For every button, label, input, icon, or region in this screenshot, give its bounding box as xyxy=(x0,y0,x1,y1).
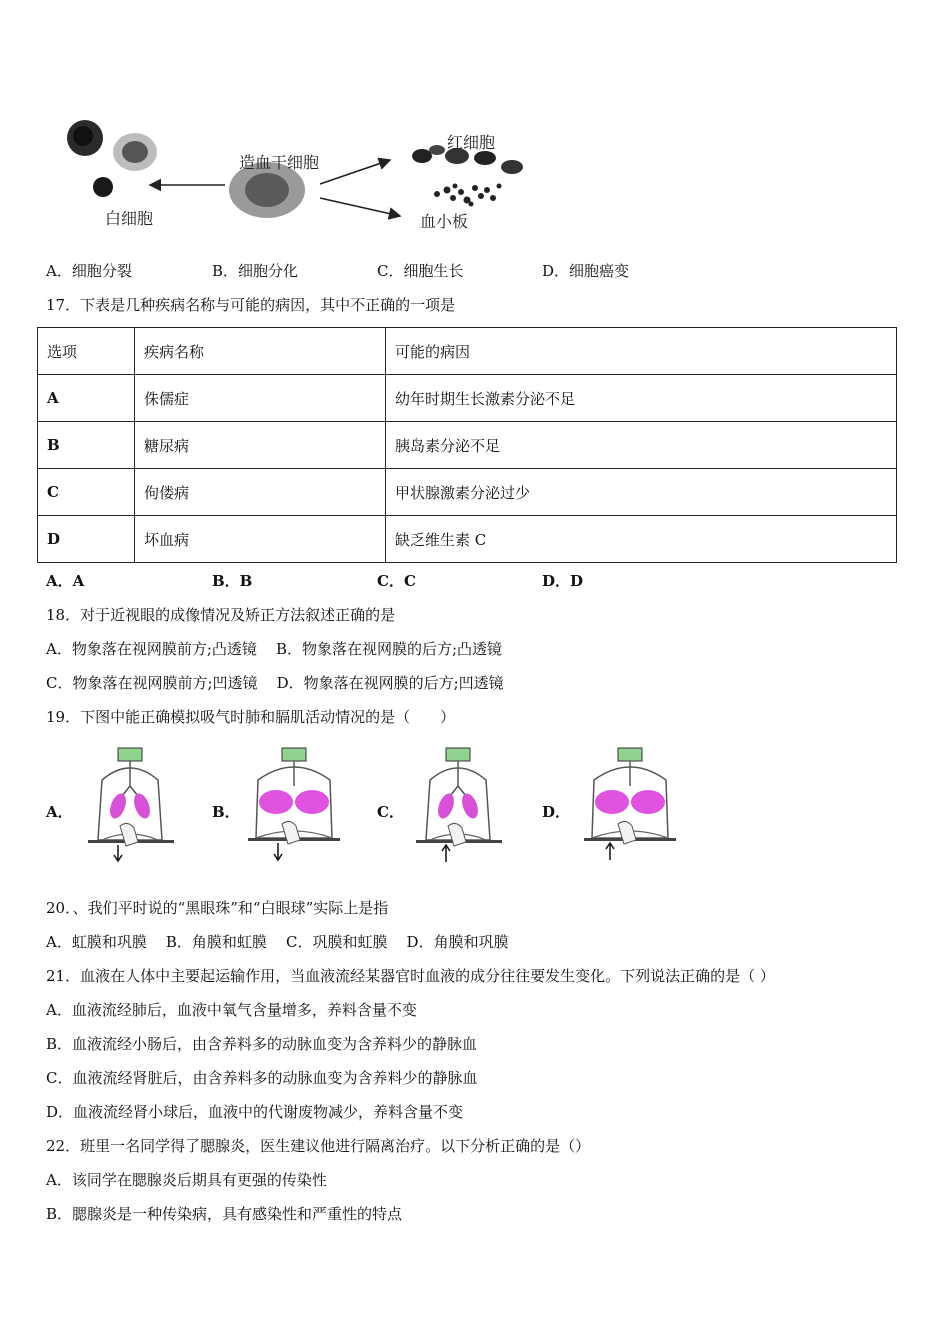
table-cell: 胰岛素分泌不足 xyxy=(386,422,897,469)
table-cell: 坏血病 xyxy=(135,516,386,563)
label-platelet: 血小板 xyxy=(420,212,469,231)
table-row xyxy=(38,469,897,516)
white-cell-3 xyxy=(93,177,113,197)
lung-model-d[interactable] xyxy=(580,742,680,867)
table-cell: B xyxy=(38,422,135,469)
disease-table xyxy=(37,327,897,563)
q21-option-c[interactable]: C．血液流经肾脏后，由含养料多的动脉血变为含养料少的静脉血 xyxy=(46,1069,478,1087)
q18-options-line-1[interactable]: A．物象落在视网膜前方;凸透镜 B．物象落在视网膜的后方;凸透镜 xyxy=(46,640,503,658)
q17-option-a[interactable]: A．A xyxy=(46,572,85,590)
red-cell xyxy=(412,149,432,163)
q20-options[interactable]: A．虹膜和巩膜 B．角膜和虹膜 C．巩膜和虹膜 D．角膜和巩膜 xyxy=(46,933,509,951)
table-header-cell: 可能的病因 xyxy=(386,328,897,375)
table-cell: 幼年时期生长激素分泌不足 xyxy=(386,375,897,422)
q19-option-c-label[interactable]: C． xyxy=(377,803,404,821)
blood-cell-diagram xyxy=(55,110,535,245)
table-cell: A xyxy=(38,375,135,422)
q18-stem: 18．对于近视眼的成像情况及矫正方法叙述正确的是 xyxy=(46,606,396,624)
label-red-cell: 红细胞 xyxy=(447,133,496,152)
table-cell: C xyxy=(38,469,135,516)
table-row xyxy=(38,422,897,469)
table-cell: D xyxy=(38,516,135,563)
q17-stem: 17．下表是几种疾病名称与可能的病因，其中不正确的一项是 xyxy=(46,296,456,314)
q22-option-a[interactable]: A．该同学在腮腺炎后期具有更强的传染性 xyxy=(46,1171,327,1189)
q16-options xyxy=(46,260,926,282)
table-cell: 糖尿病 xyxy=(135,422,386,469)
q21-stem: 21．血液在人体中主要起运输作用，当血液流经某器官时血液的成分往往要发生变化。下列说法正确的是（ ） xyxy=(46,967,775,985)
table-header-cell: 疾病名称 xyxy=(135,328,386,375)
q21-option-b[interactable]: B．血液流经小肠后，由含养料多的动脉血变为含养料少的静脉血 xyxy=(46,1035,478,1053)
label-white-cell: 白细胞 xyxy=(105,209,154,228)
q19-stem: 19．下图中能正确模拟吸气时肺和膈肌活动情况的是（ ） xyxy=(46,708,456,726)
table-cell: 侏儒症 xyxy=(135,375,386,422)
q16-option-b[interactable]: B．细胞分化 xyxy=(212,262,299,280)
q20-stem: 20．、我们平时说的“黑眼珠”和“白眼球”实际上是指 xyxy=(46,899,389,917)
label-stem-cell: 造血干细胞 xyxy=(239,153,320,172)
q21-option-a[interactable]: A．血液流经肺后，血液中氧气含量增多，养料含量不变 xyxy=(46,1001,417,1019)
platelets xyxy=(434,184,502,207)
table-cell: 缺乏维生素 C xyxy=(386,516,897,563)
q16-option-c[interactable]: C．细胞生长 xyxy=(377,262,464,280)
q19-option-a-label[interactable]: A． xyxy=(46,803,73,821)
table-row xyxy=(38,516,897,563)
q19-option-d-label[interactable]: D． xyxy=(542,803,571,821)
table-header-row xyxy=(38,328,897,375)
table-header-cell: 选项 xyxy=(38,328,135,375)
q22-stem: 22．班里一名同学得了腮腺炎，医生建议他进行隔离治疗。以下分析正确的是（） xyxy=(46,1137,591,1155)
table-cell: 甲状腺激素分泌过少 xyxy=(386,469,897,516)
q22-option-b[interactable]: B．腮腺炎是一种传染病，具有感染性和严重性的特点 xyxy=(46,1205,403,1223)
lung-model-a[interactable] xyxy=(84,742,176,867)
table-cell: 佝偻病 xyxy=(135,469,386,516)
q17-options xyxy=(46,570,926,592)
q18-options-line-2[interactable]: C．物象落在视网膜前方;凹透镜 D．物象落在视网膜的后方;凹透镜 xyxy=(46,674,504,692)
q17-option-b[interactable]: B．B xyxy=(212,572,253,590)
table-row xyxy=(38,375,897,422)
lung-model-c[interactable] xyxy=(412,742,504,867)
q17-option-d[interactable]: D．D xyxy=(542,572,584,590)
lung-model-b[interactable] xyxy=(244,742,344,867)
q19-option-b-label[interactable]: B． xyxy=(212,803,240,821)
q16-option-d[interactable]: D．细胞癌变 xyxy=(542,262,630,280)
q17-option-c[interactable]: C．C xyxy=(377,572,416,590)
q21-option-d[interactable]: D．血液流经肾小球后，血液中的代谢废物减少，养料含量不变 xyxy=(46,1103,464,1121)
q16-option-a[interactable]: A．细胞分裂 xyxy=(46,262,132,280)
